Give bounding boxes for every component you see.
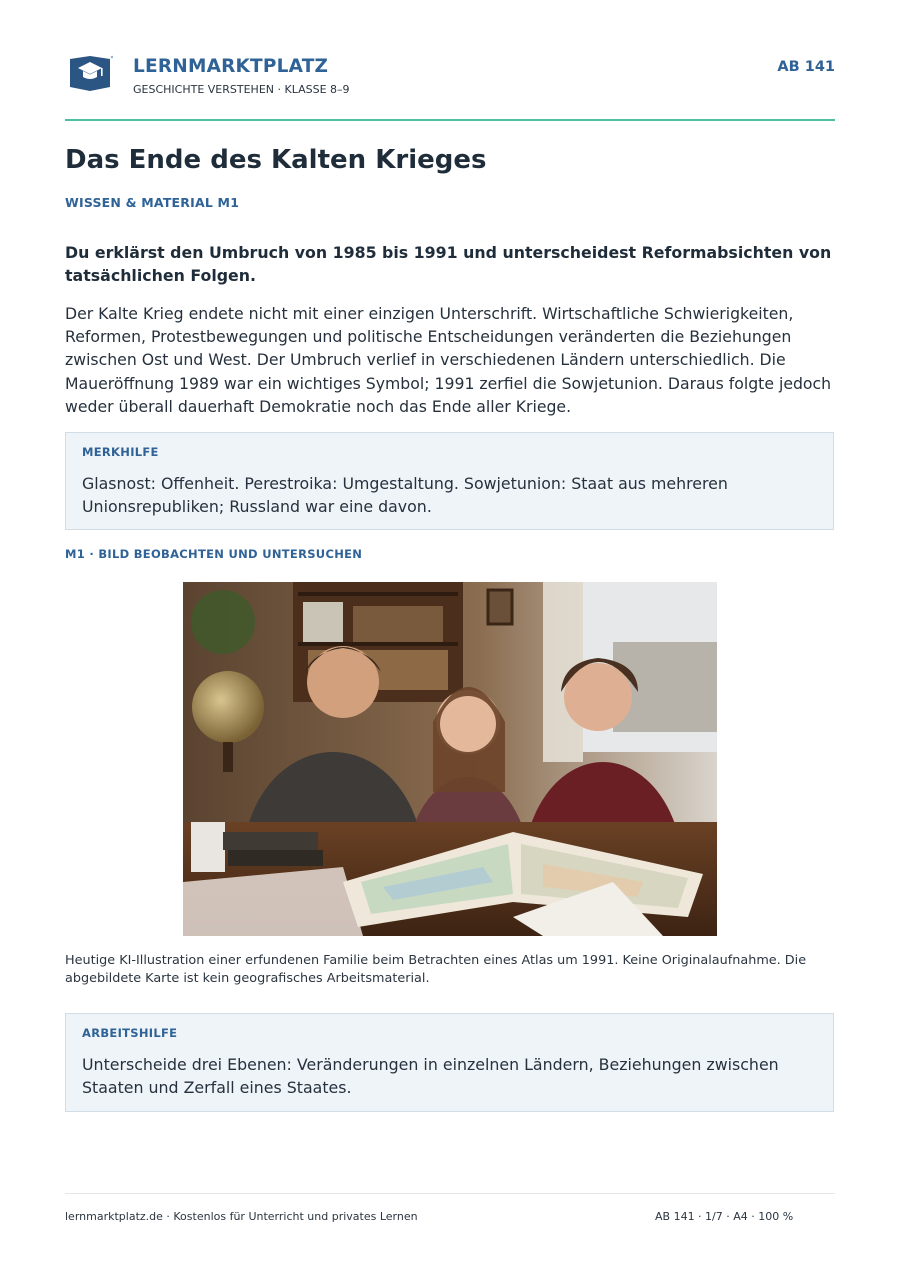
brand-tagline: GESCHICHTE VERSTEHEN · KLASSE 8–9 bbox=[133, 83, 350, 96]
section-kicker: WISSEN & MATERIAL M1 bbox=[65, 195, 240, 210]
merkhilfe-box bbox=[65, 432, 834, 530]
merkhilfe-text: Glasnost: Offenheit. Perestroika: Umgestaltung. Sowjetunion: Staat aus mehreren Unionsrepubliken; Russland war eine davon. bbox=[82, 474, 728, 516]
footer-divider bbox=[65, 1193, 835, 1194]
learning-goal: Du erklärst den Umbruch von 1985 bis 1991 und unterscheidest Reformabsichten von tatsächlichen Folgen. bbox=[65, 243, 832, 285]
page-header bbox=[65, 50, 835, 100]
material-label: M1 · BILD BEOBACHTEN UND UNTERSUCHEN bbox=[65, 547, 363, 561]
brand-name: LERNMARKTPLATZ bbox=[133, 56, 329, 77]
arbeitshilfe-title: ARBEITSHILFE bbox=[82, 1026, 178, 1040]
intro-text: Der Kalte Krieg endete nicht mit einer einzigen Unterschrift. Wirtschaftliche Schwierigkeiten, Reformen, Protestbewegungen und politische Entscheidungen veränderten die Beziehungen zwischen Ost und West. Der Umbruch verlief in verschiedenen Ländern unterschiedlich. Die Maueröffnung 1989 war ein wichtiges Symbol; 1991 zerfiel die Sowjetunion. Daraus folgte jedoch weder überall dauerhaft Demokratie noch das Ende aller Kriege. bbox=[65, 304, 832, 416]
family-atlas-illustration bbox=[183, 582, 717, 936]
image-caption: Heutige KI-Illustration einer erfundenen Familie beim Betrachten eines Atlas um 1991. Keine Originalaufnahme. Die abgebildete Karte ist kein geografisches Arbeitsmaterial. bbox=[65, 953, 807, 986]
arbeitshilfe-text: Unterscheide drei Ebenen: Veränderungen in einzelnen Ländern, Beziehungen zwischen Staaten und Zerfall eines Staates. bbox=[82, 1055, 779, 1097]
page-title: Das Ende des Kalten Krieges bbox=[65, 145, 487, 175]
footer-source: lernmarktplatz.de · Kostenlos für Unterricht und privates Lernen bbox=[65, 1210, 418, 1223]
footer-page-info: AB 141 · 1/7 · A4 · 100 % bbox=[655, 1210, 794, 1223]
logo-icon bbox=[67, 53, 113, 93]
worksheet-id: AB 141 bbox=[777, 59, 835, 75]
merkhilfe-title: MERKHILFE bbox=[82, 445, 159, 459]
arbeitshilfe-box bbox=[65, 1013, 834, 1112]
header-divider bbox=[65, 119, 835, 121]
